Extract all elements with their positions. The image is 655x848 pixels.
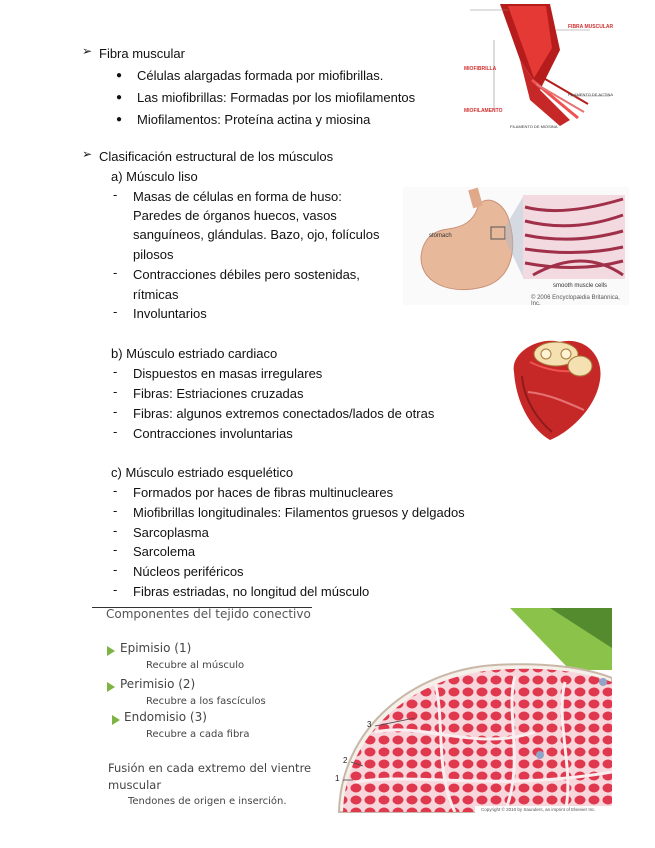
list-item: Fibras: algunos extremos conectados/lados de otras [133,406,435,421]
triangle-bullet-icon [112,715,120,725]
fusion-text-2: muscular [108,778,162,792]
list-item: Dispuestos en masas irregulares [133,366,323,381]
dash-icon: - [113,523,118,538]
label-1: 1 [335,774,340,783]
triangle-bullet-icon [107,682,115,692]
slide-title: Componentes del tejido conectivo [106,607,311,621]
dash-icon: - [113,187,118,202]
dash-icon: - [113,265,118,280]
copyright-britannica: © 2006 Encyclopædia Britannica, Inc. [531,295,620,305]
label-miofibrilla: MIOFIBRILLA [464,66,497,72]
slide-item-name: Endomisio (3) [124,710,207,724]
dash-icon: - [113,562,118,577]
list-item: Contracciones involuntarias [133,426,293,441]
bullet-icon: ● [116,92,123,103]
slide-item-desc: Recubre a cada fibra [146,729,250,740]
list-item: Paredes de órganos huecos, vasos [133,208,337,223]
slide-item-name: Perimisio (2) [120,677,196,691]
triangle-bullet-icon [107,646,115,656]
muscle-fiber-diagram [460,0,630,132]
dash-icon: - [113,304,118,319]
muscle-cross-section-image [335,662,612,817]
bullet-text: Las miofibrillas: Formadas por los miofilamentos [137,90,416,105]
slide-item-name: Epimisio (1) [120,641,192,655]
tendones-text: Tendones de origen e inserción. [128,796,287,807]
bullet-text: Células alargadas formada por miofibrillas. [137,68,384,83]
dash-icon: - [113,424,118,439]
list-item: Núcleos periféricos [133,564,244,579]
list-item: sanguíneos, glándulas. Bazo, ojo, folículos [133,227,380,242]
section-title-clasificacion: Clasificación estructural de los músculos [99,149,334,164]
slide-item-desc: Recubre a los fascículos [146,696,266,707]
dash-icon: - [113,404,118,419]
heading-esqueletico: c) Músculo estriado esquelético [111,465,294,480]
bullet-icon: ● [116,114,123,125]
smooth-muscle-image [403,187,629,305]
slide-item-desc: Recubre al músculo [146,660,245,671]
heading-liso: a) Músculo liso [111,169,198,184]
label-2: 2 [343,756,348,765]
label-smooth-cells: smooth muscle cells [553,283,608,289]
list-item: Formados por haces de fibras multinucleares [133,485,394,500]
label-stomach: stomach [429,233,452,239]
heading-cardiaco: b) Músculo estriado cardiaco [111,346,278,361]
list-item: Contracciones débiles pero sostenidas, [133,267,360,282]
list-item: Miofibrillas longitudinales: Filamentos gruesos y delgados [133,505,465,520]
dash-icon: - [113,542,118,557]
arrow-bullet-icon: ➢ [82,44,93,58]
copyright-saunders: Copyright © 2010 by Saunders, an imprint of Elsevier Inc. [481,807,596,812]
label-miosina: FILAMENTO DE MIOSINA [510,124,558,129]
bullet-icon: ● [116,70,123,81]
label-actina: FILAMENTO DE ACTINA [568,92,614,97]
list-item: Involuntarios [133,306,207,321]
list-item: Sarcoplasma [133,525,209,540]
list-item: pilosos [133,247,174,262]
list-item: Sarcolema [133,544,196,559]
fusion-text: Fusión en cada extremo del vientre [108,761,312,775]
label-fibra: FIBRA MUSCULAR [568,24,614,30]
dash-icon: - [113,582,118,597]
list-item: rítmicas [133,287,179,302]
green-corner-decoration [510,608,612,670]
section-title-fibra: Fibra muscular [99,46,185,61]
list-item: Fibras estriadas, no longitud del músculo [133,584,370,599]
dash-icon: - [113,384,118,399]
list-item: Masas de células en forma de huso: [133,189,342,204]
bullet-text: Miofilamentos: Proteína actina y miosina [137,112,371,127]
label-3: 3 [367,720,372,729]
heart-muscle-image [500,332,612,444]
label-miofilamento: MIOFILAMENTO [464,108,503,114]
dash-icon: - [113,483,118,498]
arrow-bullet-icon: ➢ [82,147,93,161]
list-item: Fibras: Estriaciones cruzadas [133,386,304,401]
dash-icon: - [113,364,118,379]
dash-icon: - [113,503,118,518]
